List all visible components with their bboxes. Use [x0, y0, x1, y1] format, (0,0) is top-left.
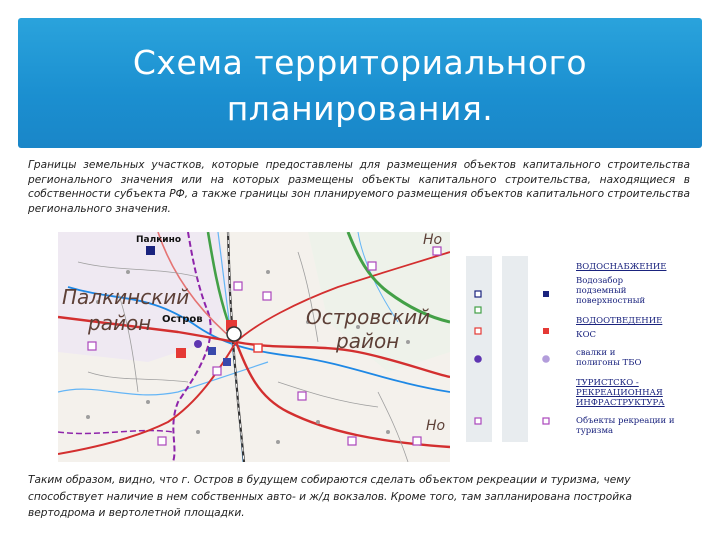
label-ostrov: Остров: [162, 314, 203, 325]
label-ostrovsky-1: Островский: [306, 305, 431, 329]
title-line-2: планирования.: [226, 89, 494, 128]
legend-symbols: [462, 252, 542, 446]
legend-tourism-header: ТУРИСТСКО - РЕКРЕАЦИОННАЯ ИНФРАСТРУКТУРА: [576, 378, 665, 408]
slide-title: [18, 40, 702, 132]
conclusion-paragraph: Таким образом, видно, что г. Остров в будущем собираются сделать объектом рекреации и туризма, чему способствует наличие в нем собственных авто- и ж/д вокзалов. Кроме того, там запланирована постройка вертодрома и вертолетной площадки.: [28, 474, 633, 520]
title-banner: [18, 18, 702, 148]
label-palkino: Палкино: [136, 235, 182, 245]
title-line-1: Схема территориального: [132, 43, 588, 82]
map-svg: [58, 232, 450, 462]
legend-tourism-item: Объекты рекреации и туризма: [576, 416, 675, 436]
ostrov-city-marker: [227, 327, 241, 341]
label-bottom-right: Но: [426, 418, 446, 434]
label-top-right: Но: [423, 232, 443, 248]
legend-waste-item: свалки и полигоны ТБО: [576, 348, 642, 368]
legend-sewer-header: ВОДООТВЕДЕНИЕ: [576, 316, 663, 326]
label-palkinsky-1: Палкинский: [62, 285, 190, 309]
map-legend: [462, 252, 682, 446]
legend-water-header: ВОДОСНАБЖЕНИЕ: [576, 262, 667, 272]
legend-water-item: Водозабор подземный поверхностный: [576, 276, 646, 306]
label-ostrovsky-2: район: [336, 329, 400, 353]
intro-paragraph: Границы земельных участков, которые предоставлены для размещения объектов капитального строительства регионального значения или на которых размещены объекты капитального строительства, находящиеся в собственности субъекта РФ, а также границы зон планируемого размещения объектов капитального строительства регионального значения.: [28, 159, 690, 215]
label-palkinsky-2: район: [88, 311, 152, 335]
territorial-planning-map: [58, 232, 450, 462]
legend-sewer-item: КОС: [576, 330, 597, 340]
